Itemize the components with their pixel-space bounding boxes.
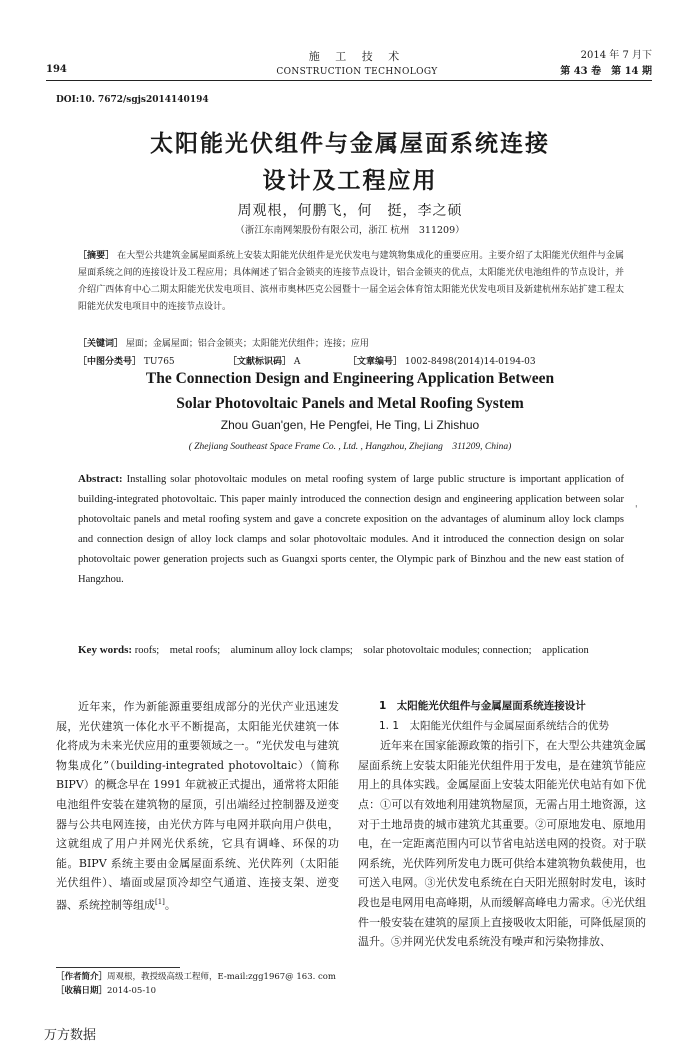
affiliation-en: ( Zhejiang Southeast Space Frame Co. , Ltd. , Hangzhou, Zhejiang 311209, China) — [188, 442, 512, 452]
title-zh — [100, 125, 600, 199]
footnote — [56, 970, 339, 998]
abstract-zh-text: 在大型公共建筑金属屋面系统上安装太阳能光伏组件是光伏发电与建筑物集成化的重要应用。主要介绍了太阳能光伏组件与金属屋面系统之间的连接设计及工程应用；具体阐述了铝合金锁夹的连接节点设计，铝合金锁夹的优点，太阳能光伏电池组件的节点设计，并介绍广西体育中心二期太阳能光伏发电项目、滨州市奥林匹克公园暨十一届全运会体育馆太阳能光伏发电项目及新建杭州东站扩建工程太阳能光伏发电项目中的连接节点设计。 — [78, 251, 624, 312]
subsection-heading-1-1: 1. 1 太阳能光伏组件与金属屋面系统结合的优势 — [379, 719, 610, 732]
doi: DOI:10. 7672/sgjs2014140194 — [56, 95, 209, 105]
authors-en: Zhou Guan'gen, He Pengfei, He Ting, Li Zhishuo — [220, 418, 480, 432]
abstract-en — [78, 469, 624, 590]
author-bio-label: ［作者简介］ — [56, 972, 108, 982]
issue-date: 2014 年 7 月下 — [580, 50, 652, 61]
received-date — [56, 984, 339, 998]
stray-mark: ' — [635, 505, 638, 515]
author-bio-text: 周观根，教授级高级工程师，E-mail:zgg1967@ 163. com — [107, 972, 336, 982]
affiliation-zh: （浙江东南网架股份有限公司，浙江 杭州 311209） — [235, 225, 465, 236]
header-rule — [46, 80, 652, 81]
section-heading-1: 1 太阳能光伏组件与金属屋面系统连接设计 — [379, 700, 586, 712]
received-date-label: ［收稿日期］ — [56, 986, 108, 996]
section-paragraph: 近年来在国家能源政策的指引下，在大型公共建筑金属屋面系统上安装太阳能光伏组件用于发电，是在建筑节能应用上的具体实践。金属屋面上安装太阳能光伏电站有如下优点：①可以有效地利用建筑物屋顶，无需占用土地资源，这对于土地昂贵的城市建筑尤其重要。②可原地发电、原地用电，在一定距离范围内可以节省电站送电网的投资。对于联网系统，光伏阵列所发电力既可供给本建筑物负载使用，也可送入电网。③光伏发电系统在白天阳光照射时发电，该时段也是电网用电高峰期，从而缓解高峰电力需求。④光伏组件一般安装在建筑的屋顶上直接吸收太阳能，可降低屋顶的温升。⑤并网光伏发电系统没有噪声和污染物排放、 — [358, 739, 646, 949]
intro-paragraph — [56, 697, 339, 915]
keywords-zh-text: 屋面；金属屋面；铝合金锁夹；太阳能光伏组件；连接；应用 — [125, 339, 369, 349]
clc-label: ［中图分类号］ — [78, 357, 142, 367]
abstract-en-text: Installing solar photovoltaic modules on metal roofing system of large public structure is important application of building-integrated photovoltaic. This paper mainly introduced the connection design and engineering application between solar photovoltaic panels and metal roofing system and gave a concrete exposition on the advantages of aluminum alloy lock clamps and connection design of alloy lock clamps and solar photovoltaic modules. And it introduced the connection design on solar photovoltaic power generation projects such as Guangxi sports center, the Olympic park of Binzhou and the new east station of Hangzhou. — [78, 474, 625, 585]
volume-issue: 第 43 卷 第 14 期 — [560, 66, 652, 77]
journal-name-zh: 施 工 技 术 — [308, 50, 406, 63]
body-right-column — [358, 697, 646, 952]
title-en-line1: The Connection Design and Engineering Application Between — [145, 370, 555, 387]
keywords-en-text: roofs; metal roofs; aluminum alloy lock clamps; solar photovoltaic modules; connection; application — [134, 645, 589, 656]
intro-end: 。 — [164, 898, 176, 912]
abstract-en-label: Abstract: — [78, 473, 123, 485]
author-bio — [56, 970, 339, 984]
citation-1: [1] — [155, 897, 165, 906]
abstract-zh — [78, 248, 624, 316]
doc-code-value: A — [293, 357, 301, 367]
keywords-en-label: Key words: — [78, 644, 133, 656]
page-number: 194 — [46, 64, 67, 75]
intro-text: 近年来，作为新能源重要组成部分的光伏产业迅速发展，光伏建筑一体化水平不断提高，太阳能光伏建筑一体化将成为未来光伏应用的重要领域之一。“光伏发电与建筑物集成化”（building-integrated photovoltaic）（简称 BIPV）的概念早在 1991 年就被正式提出，通常将太阳能电池组件安装在建筑物的屋顶，引出端经过控制器及逆变器与公共电网连接，由光伏方阵与电网并联向用户供电，这就组成了用户并网光伏系统，它具有调峰、环保的功能。BIPV 系统主要由金属屋面系统、光伏阵列（太阳能光伏组件）、墙面或屋顶冷却空气通道、连接支架、逆变器、系统控制等组成 — [56, 700, 339, 912]
title-en — [80, 366, 620, 416]
abstract-zh-label: ［摘要］ — [78, 251, 115, 261]
clc-value: TU765 — [143, 357, 175, 367]
article-no-label: ［文章编号］ — [348, 357, 403, 367]
authors-zh: 周观根，何鹏飞，何 挺，李之硕 — [237, 203, 463, 219]
keywords-en — [78, 641, 624, 660]
title-en-line2: Solar Photovoltaic Panels and Metal Roofing System — [176, 395, 524, 412]
title-zh-line1: 太阳能光伏组件与金属屋面系统连接 — [150, 130, 550, 157]
issue-info — [560, 48, 652, 80]
doc-code-label: ［文献标识码］ — [228, 357, 292, 367]
title-zh-line2: 设计及工程应用 — [262, 167, 438, 194]
received-date-text: 2014-05-10 — [107, 986, 157, 996]
journal-name — [246, 48, 468, 77]
running-header — [46, 48, 652, 80]
watermark: 万方数据 — [44, 1028, 97, 1043]
keywords-zh-label: ［关键词］ — [78, 339, 124, 349]
journal-name-en: CONSTRUCTION TECHNOLOGY — [276, 67, 438, 77]
article-no-value: 1002-8498(2014)14-0194-03 — [404, 357, 536, 367]
footnote-rule — [56, 967, 180, 968]
body-left-column — [56, 697, 339, 915]
keywords-zh — [78, 336, 624, 352]
